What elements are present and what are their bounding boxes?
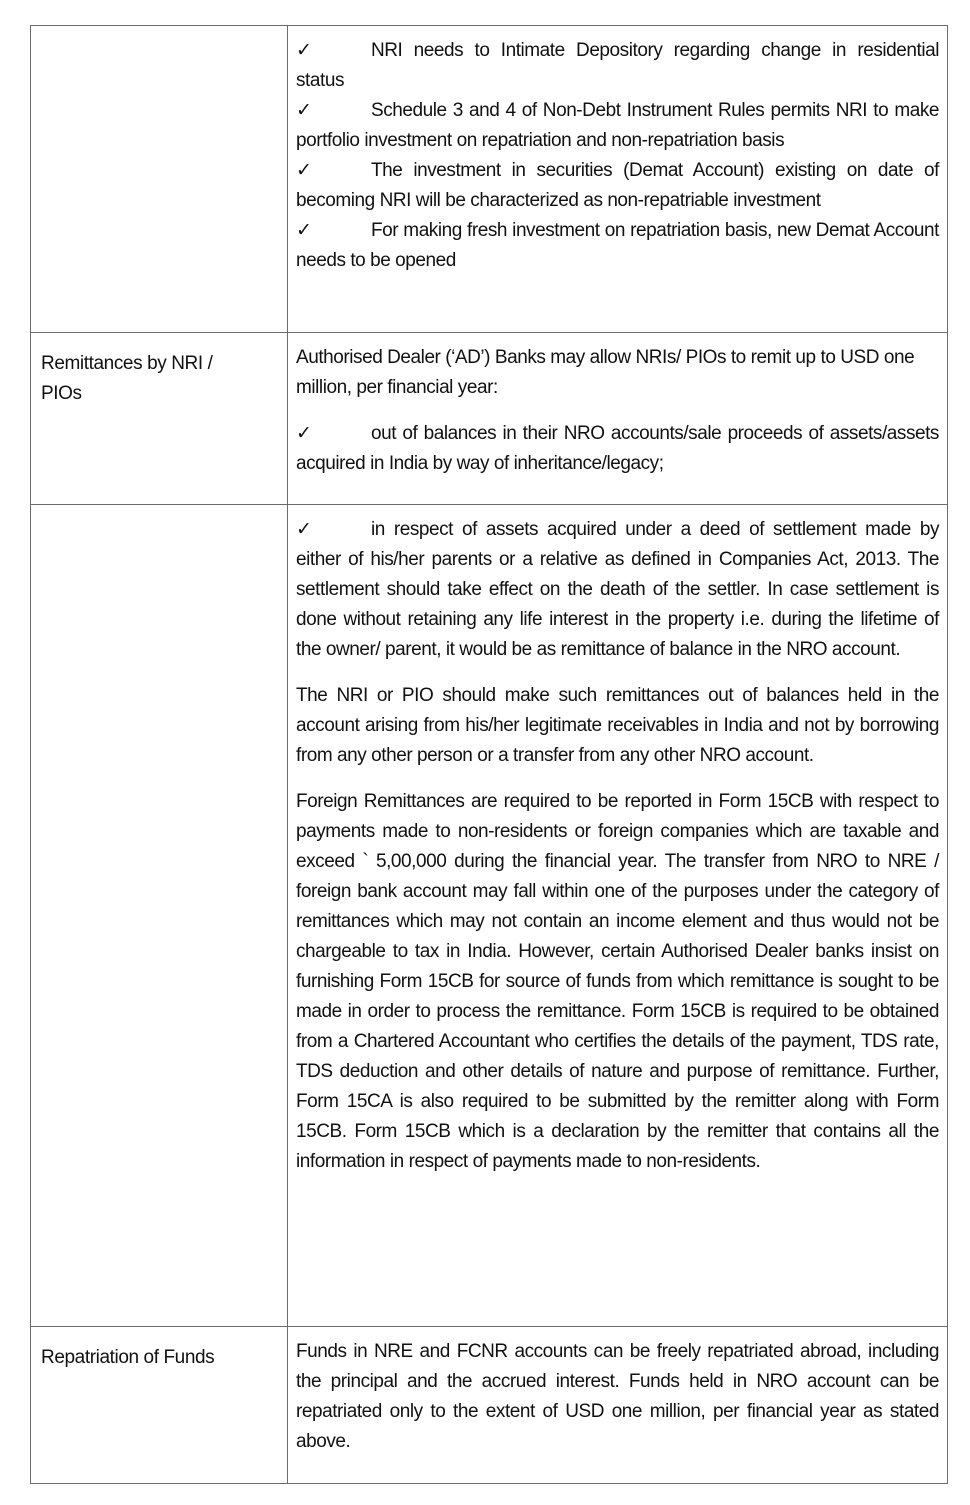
row-content-cell xyxy=(288,505,948,1327)
checkmark-icon: ✓ xyxy=(296,519,312,540)
paragraph: Foreign Remittances are required to be reported in Form 15CB with respect to payments made to non-residents or foreign companies which are taxable and exceed ` 5,00,000 during the financial year. The transfer from NRO to NRE / foreign bank account may fall within one of the purposes under the category of remittances which may not contain an income element and thus would not be chargeable to tax in India. However, certain Authorised Dealer banks insist on furnishing Form 15CB for source of funds from which remittance is sought to be made in order to process the remittance. Form 15CB is required to be obtained from a Chartered Accountant who certifies the details of the payment, TDS rate, TDS deduction and other details of nature and purpose of remittance. Further, Form 15CA is also required to be submitted by the remitter along with Form 15CB. Form 15CB which is a declaration by the remitter that contains all the information in respect of payments made to non-residents. xyxy=(296,791,939,1172)
paragraph: The NRI or PIO should make such remittances out of balances held in the account arising from his/her legitimate receivables in India and not by borrowing from any other person or a transfer from any other NRO account. xyxy=(296,685,939,766)
table-row xyxy=(31,26,948,333)
row-label-cell xyxy=(31,505,288,1327)
row-label: Repatriation of Funds xyxy=(41,1347,215,1368)
intro-text: Authorised Dealer (‘AD’) Banks may allow NRIs/ PIOs to remit up to USD one million, per financial year: xyxy=(296,347,915,398)
document-table xyxy=(30,25,948,1484)
checkmark-icon: ✓ xyxy=(296,100,312,121)
row-content-cell xyxy=(288,1327,948,1484)
table-row xyxy=(31,1327,948,1484)
row-content-cell xyxy=(288,26,948,333)
list-item: ✓ For making fresh investment on repatriation basis, new Demat Account needs to be opened xyxy=(296,216,939,276)
checkmark-icon: ✓ xyxy=(296,40,312,61)
row-label-cell xyxy=(31,26,288,333)
list-item: ✓ Schedule 3 and 4 of Non-Debt Instrument Rules permits NRI to make portfolio investment on repatriation and non-repatriation basis xyxy=(296,96,939,156)
checkmark-icon: ✓ xyxy=(296,423,312,444)
table-row xyxy=(31,505,948,1327)
row-label xyxy=(31,505,287,521)
row-content-cell xyxy=(288,333,948,505)
row-label xyxy=(31,26,287,42)
list-item: ✓ The investment in securities (Demat Account) existing on date of becoming NRI will be characterized as non-repatriable investment xyxy=(296,156,939,216)
checkmark-icon: ✓ xyxy=(296,160,312,181)
list-item: ✓ out of balances in their NRO accounts/sale proceeds of assets/assets acquired in India by way of inheritance/legacy; xyxy=(296,419,939,479)
checkmark-icon: ✓ xyxy=(296,220,312,241)
row-label-cell xyxy=(31,333,288,505)
paragraph: Funds in NRE and FCNR accounts can be freely repatriated abroad, including the principal and the accrued interest. Funds held in NRO account can be repatriated only to the extent of USD one million, per financial year as stated above. xyxy=(296,1341,939,1452)
table-row xyxy=(31,333,948,505)
list-item: ✓ NRI needs to Intimate Depository regarding change in residential status xyxy=(296,36,939,96)
list-item: ✓ in respect of assets acquired under a deed of settlement made by either of his/her parents or a relative as defined in Companies Act, 2013. The settlement should take effect on the death of the settler. In case settlement is done without retaining any life interest in the property i.e. during the lifetime of the owner/ parent, it would be as remittance of balance in the NRO account. xyxy=(296,515,939,665)
row-label-cell xyxy=(31,1327,288,1484)
row-label: Remittances by NRI / PIOs xyxy=(41,353,213,404)
